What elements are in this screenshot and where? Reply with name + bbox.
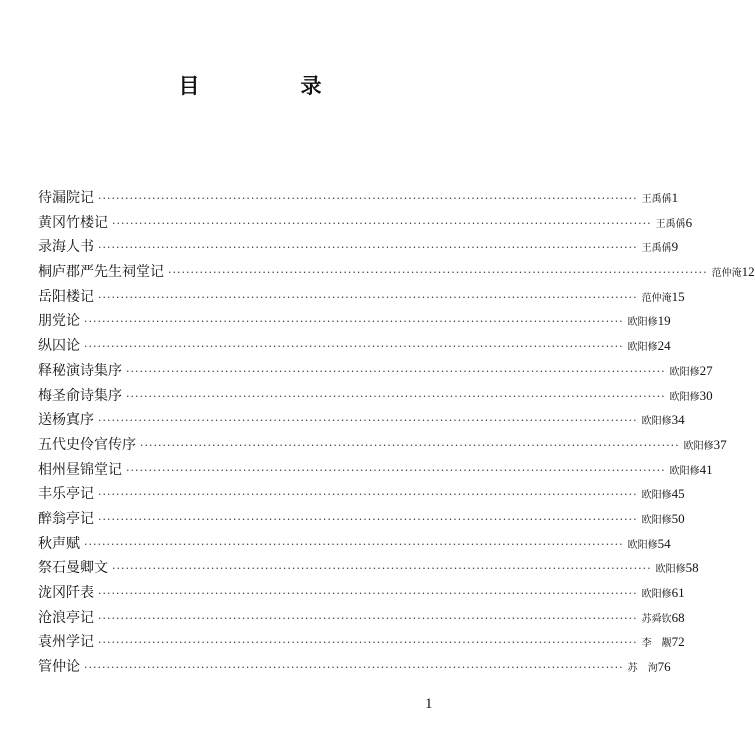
page-title: 目 录 bbox=[178, 73, 362, 98]
dot-leader: ························································································································ bbox=[98, 414, 638, 428]
toc-entry-title: 醉翁亭记 bbox=[38, 510, 94, 527]
dot-leader: ························································································································ bbox=[140, 438, 680, 452]
toc-entry-author: 王禹偁 bbox=[641, 194, 672, 205]
dot-leader: ························································································································ bbox=[98, 587, 638, 600]
toc-entry bbox=[38, 334, 671, 359]
toc-entry-page: 45 bbox=[671, 486, 685, 502]
toc-entry-author: 欧阳修 bbox=[669, 465, 700, 477]
toc-entry-page: 1 bbox=[671, 190, 679, 205]
toc-entry-author: 欧阳修 bbox=[641, 514, 672, 526]
toc-entry-title: 祭石曼卿文 bbox=[38, 560, 108, 577]
toc-entry bbox=[38, 556, 699, 581]
toc-entry-page: 54 bbox=[657, 535, 671, 551]
toc-entry-title: 泷冈阡表 bbox=[38, 585, 94, 601]
toc-entry-title: 送杨寘序 bbox=[38, 412, 94, 429]
toc-entry-page: 12 bbox=[741, 264, 755, 280]
toc-entry-title: 释秘演诗集序 bbox=[38, 362, 122, 379]
toc-entry-page: 19 bbox=[657, 313, 671, 329]
toc-entry bbox=[38, 408, 685, 433]
toc-entry-page: 30 bbox=[699, 387, 713, 403]
dot-leader: ························································································································ bbox=[98, 512, 638, 526]
dot-leader: ························································································································ bbox=[126, 389, 666, 403]
toc-entry-page: 68 bbox=[671, 609, 685, 625]
toc-entry-author: 李 觏 bbox=[641, 638, 672, 650]
toc-entry-author: 欧阳修 bbox=[627, 539, 658, 551]
toc-entry-author: 欧阳修 bbox=[627, 317, 658, 329]
toc-entry-author: 王禹偁 bbox=[655, 218, 686, 230]
toc-entry-author: 范仲淹 bbox=[711, 268, 742, 280]
dot-leader: ························································································································ bbox=[168, 266, 708, 280]
toc-entry bbox=[38, 458, 713, 483]
toc-entry bbox=[38, 581, 685, 606]
dot-leader: ························································································································ bbox=[98, 241, 638, 255]
toc-entry-author: 苏舜钦 bbox=[641, 613, 672, 625]
toc-entry-page: 76 bbox=[657, 659, 671, 675]
dot-leader: ························································································································ bbox=[98, 488, 638, 502]
dot-leader: ························································································································ bbox=[98, 192, 638, 205]
toc-entry-title: 朋党论 bbox=[38, 313, 80, 330]
toc-entry bbox=[38, 384, 713, 409]
toc-entry bbox=[38, 532, 671, 557]
toc-entry-page: 50 bbox=[671, 510, 685, 526]
toc-entry-page: 24 bbox=[657, 338, 671, 354]
toc-entry-page: 34 bbox=[671, 412, 685, 428]
toc-entry bbox=[38, 186, 679, 211]
toc-entry bbox=[38, 606, 685, 631]
table-of-contents bbox=[38, 186, 755, 680]
toc-entry-page: 27 bbox=[699, 362, 713, 378]
toc-entry-page: 6 bbox=[685, 214, 693, 230]
toc-entry-title: 袁州学记 bbox=[38, 634, 94, 651]
toc-entry bbox=[38, 482, 685, 507]
toc-entry-title: 待漏院记 bbox=[38, 190, 94, 206]
toc-entry-page: 15 bbox=[671, 288, 685, 304]
dot-leader: ························································································································ bbox=[98, 611, 638, 625]
dot-leader: ························································································································ bbox=[126, 463, 666, 477]
toc-entry-title: 梅圣俞诗集序 bbox=[38, 387, 122, 404]
dot-leader: ························································································································ bbox=[84, 537, 624, 551]
toc-entry-author: 范仲淹 bbox=[641, 292, 672, 304]
page-number: 1 bbox=[425, 696, 433, 712]
dot-leader: ························································································································ bbox=[126, 364, 666, 378]
toc-entry bbox=[38, 211, 693, 236]
toc-entry bbox=[38, 433, 727, 458]
dot-leader: ························································································································ bbox=[112, 562, 652, 576]
toc-entry bbox=[38, 359, 713, 384]
toc-entry-title: 管仲论 bbox=[38, 659, 80, 676]
toc-entry-author: 欧阳修 bbox=[683, 440, 714, 452]
toc-entry-author: 欧阳修 bbox=[641, 490, 672, 502]
toc-entry-page: 72 bbox=[671, 634, 685, 650]
toc-entry-title: 相州昼锦堂记 bbox=[38, 461, 122, 478]
toc-entry-title: 纵囚论 bbox=[38, 338, 80, 355]
toc-entry-author: 欧阳修 bbox=[655, 564, 686, 576]
toc-entry-title: 丰乐亭记 bbox=[38, 486, 94, 503]
toc-entry-author: 王禹偁 bbox=[641, 243, 672, 255]
toc-entry bbox=[38, 655, 671, 680]
toc-entry bbox=[38, 260, 755, 285]
toc-entry-author: 欧阳修 bbox=[641, 416, 672, 428]
toc-entry-author: 苏 洵 bbox=[627, 663, 658, 675]
toc-entry-title: 录海人书 bbox=[38, 239, 94, 256]
toc-entry-author: 欧阳修 bbox=[669, 366, 700, 378]
dot-leader: ························································································································ bbox=[84, 340, 624, 354]
dot-leader: ························································································································ bbox=[112, 216, 652, 230]
dot-leader: ························································································································ bbox=[84, 315, 624, 329]
toc-entry-title: 五代史伶官传序 bbox=[38, 436, 136, 453]
toc-entry-page: 41 bbox=[699, 461, 713, 477]
dot-leader: ························································································································ bbox=[84, 661, 624, 675]
toc-entry-title: 沧浪亭记 bbox=[38, 609, 94, 626]
toc-entry bbox=[38, 309, 671, 334]
toc-entry-author: 欧阳修 bbox=[669, 391, 700, 403]
toc-entry-page: 9 bbox=[671, 239, 679, 255]
toc-entry-author: 欧阳修 bbox=[641, 589, 672, 600]
toc-entry bbox=[38, 507, 685, 532]
toc-entry bbox=[38, 630, 685, 655]
toc-entry-author: 欧阳修 bbox=[627, 342, 658, 354]
toc-entry bbox=[38, 235, 679, 260]
toc-entry-title: 岳阳楼记 bbox=[38, 288, 94, 305]
toc-entry-page: 61 bbox=[671, 585, 685, 600]
toc-entry-page: 58 bbox=[685, 560, 699, 576]
toc-entry-title: 桐庐郡严先生祠堂记 bbox=[38, 264, 164, 281]
toc-entry bbox=[38, 285, 685, 310]
toc-entry-title: 秋声赋 bbox=[38, 535, 80, 552]
toc-entry-title: 黄冈竹楼记 bbox=[38, 214, 108, 231]
toc-entry-page: 37 bbox=[713, 436, 727, 452]
dot-leader: ························································································································ bbox=[98, 290, 638, 304]
dot-leader: ························································································································ bbox=[98, 636, 638, 650]
